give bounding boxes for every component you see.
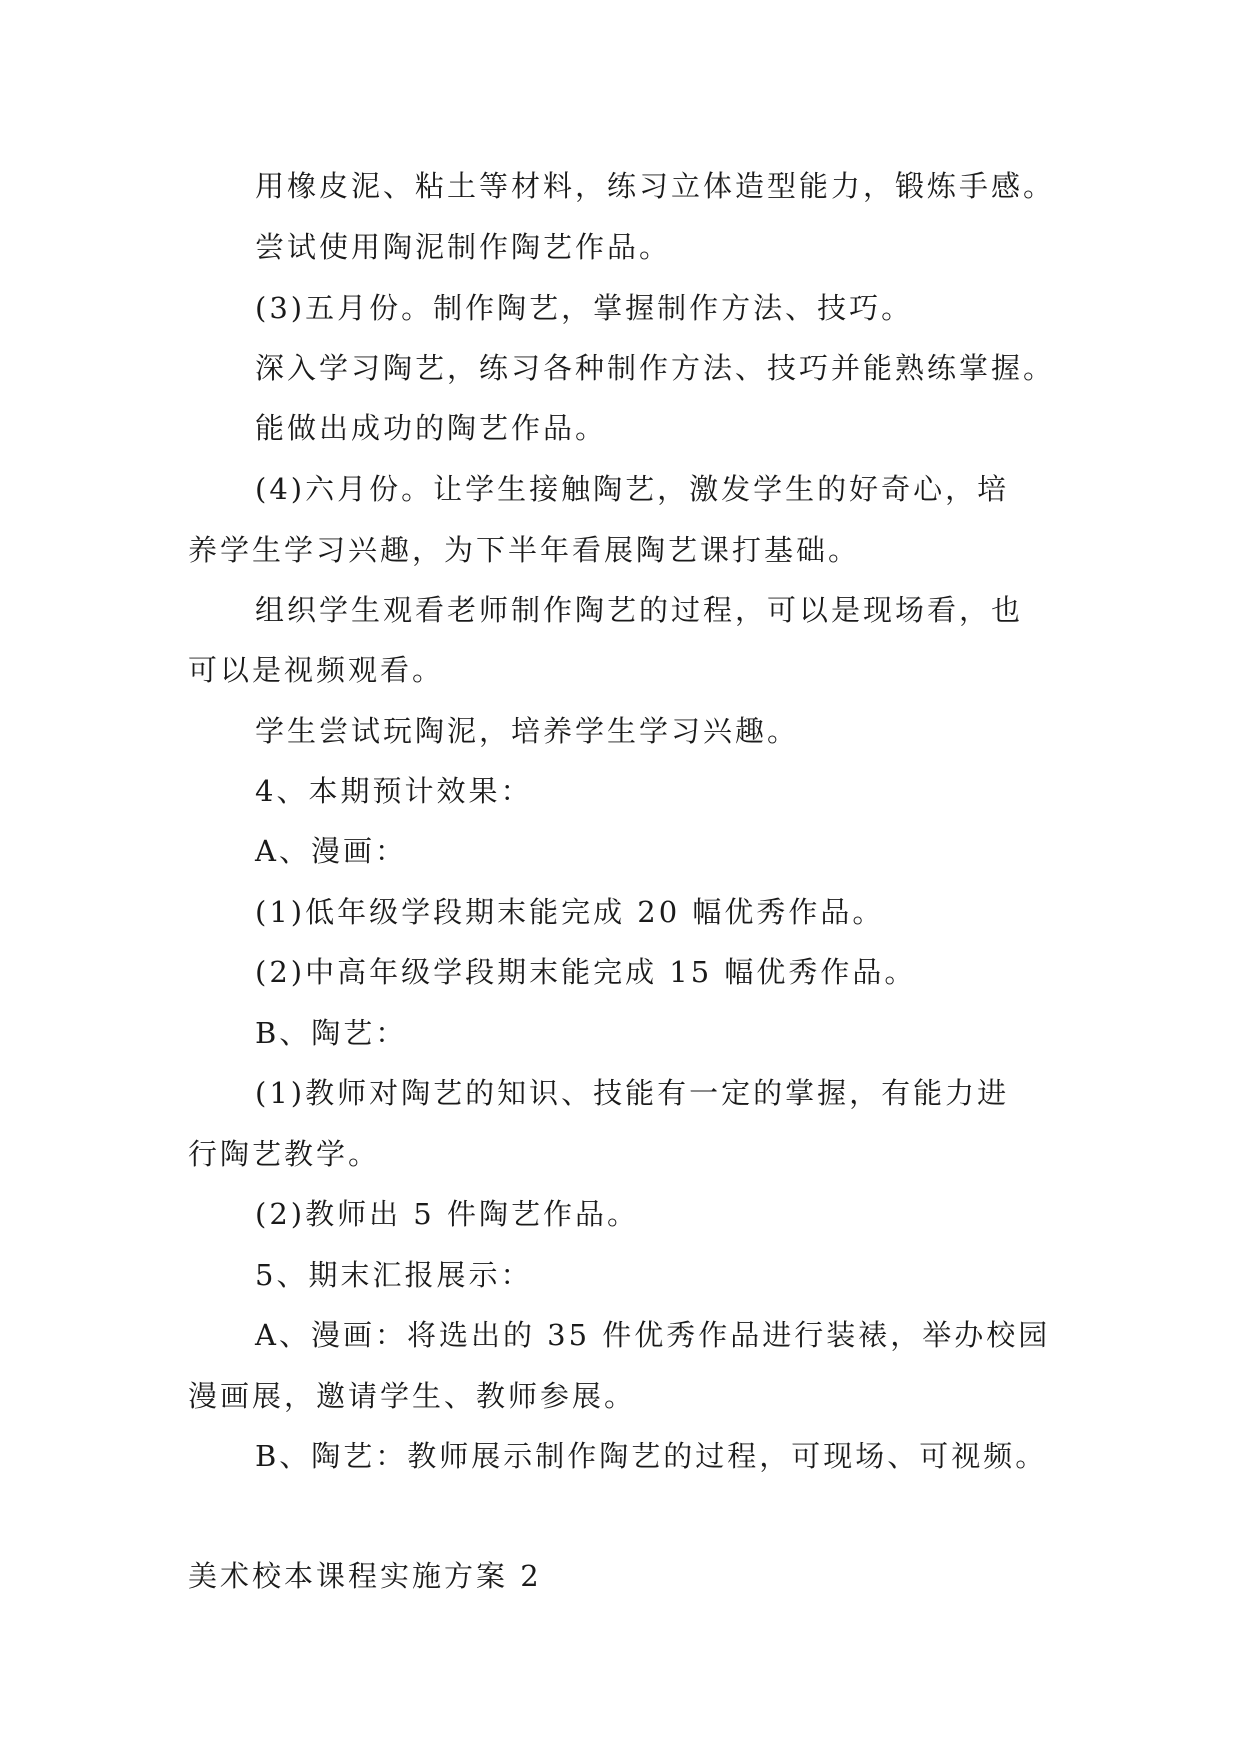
paragraph-line: B、陶艺：教师展示制作陶艺的过程，可现场、可视频。 (255, 1439, 1048, 1473)
paragraph-line: 学生尝试玩陶泥，培养学生学习兴趣。 (255, 714, 800, 748)
paragraph-line: (2)中高年级学段期末能完成 15 幅优秀作品。 (255, 955, 917, 989)
subsection-heading: B、陶艺： (255, 1016, 408, 1050)
section-title: 美术校本课程实施方案 2 (188, 1559, 542, 1593)
subsection-heading: A、漫画： (255, 834, 407, 868)
paragraph-line: 漫画展，邀请学生、教师参展。 (188, 1379, 637, 1413)
paragraph-line: 可以是视频观看。 (188, 653, 445, 687)
paragraph-line: 组织学生观看老师制作陶艺的过程，可以是现场看，也 (255, 593, 1024, 627)
paragraph-line: 养学生学习兴趣，为下半年看展陶艺课打基础。 (188, 533, 861, 567)
paragraph-line: 能做出成功的陶艺作品。 (255, 411, 608, 445)
paragraph-line: (2)教师出 5 件陶艺作品。 (255, 1197, 639, 1231)
paragraph-line: 尝试使用陶泥制作陶艺作品。 (255, 230, 672, 264)
paragraph-line: 行陶艺教学。 (188, 1137, 381, 1171)
section-heading: 5、期末汇报展示： (255, 1258, 533, 1292)
paragraph-line: (1)低年级学段期末能完成 20 幅优秀作品。 (255, 895, 885, 929)
paragraph-line: 深入学习陶艺，练习各种制作方法、技巧并能熟练掌握。 (255, 351, 1056, 385)
section-heading: 4、本期预计效果： (255, 774, 533, 808)
paragraph-line: (1)教师对陶艺的知识、技能有一定的掌握，有能力进 (255, 1076, 1010, 1110)
paragraph-line: A、漫画：将选出的 35 件优秀作品进行装裱，举办校园 (255, 1318, 1051, 1352)
paragraph-line: (3)五月份。制作陶艺，掌握制作方法、技巧。 (255, 291, 914, 325)
paragraph-line: (4)六月份。让学生接触陶艺，激发学生的好奇心，培 (255, 472, 1010, 506)
paragraph-line: 用橡皮泥、粘土等材料，练习立体造型能力，锻炼手感。 (255, 169, 1056, 203)
